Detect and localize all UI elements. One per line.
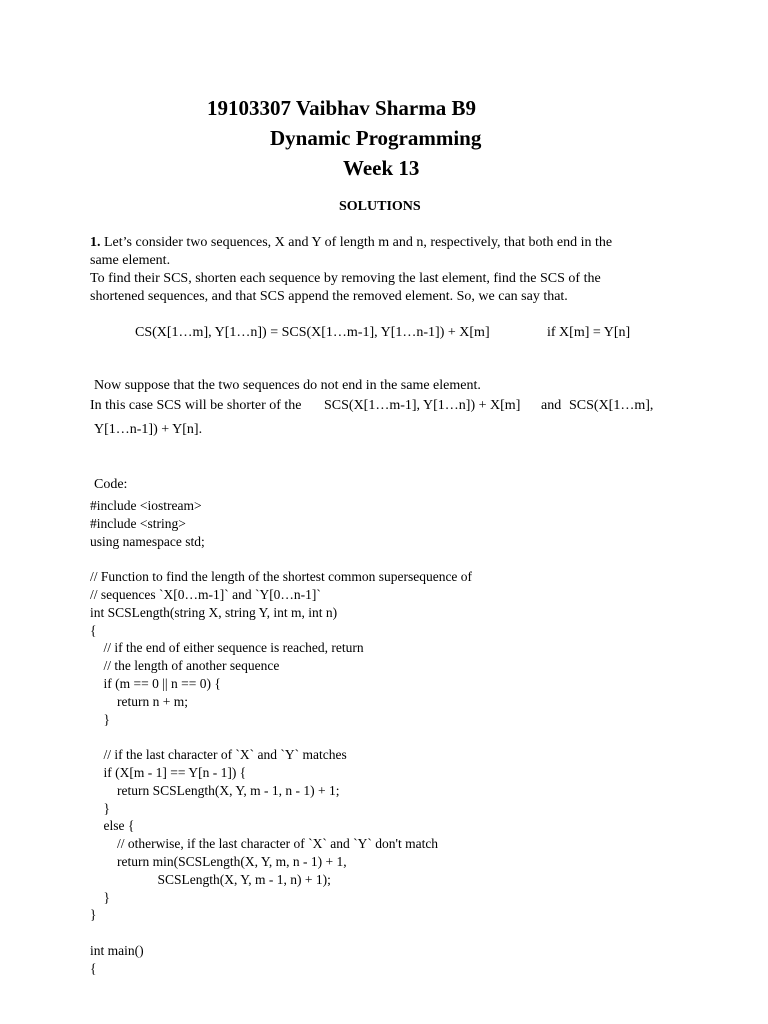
q1-line4: shortened sequences, and that SCS append the removed element. So, we can say that. xyxy=(90,289,568,304)
code-line: } xyxy=(90,711,110,727)
code-line: } xyxy=(90,907,97,923)
code-line: int main() xyxy=(90,942,144,958)
code-line: // otherwise, if the last character of `X` and `Y` don't match xyxy=(90,836,439,852)
code-line xyxy=(90,924,472,942)
code-line: return SCSLength(X, Y, m - 1, n - 1) + 1; xyxy=(90,782,340,798)
code-line xyxy=(90,550,472,568)
q1-line3: To find their SCS, shorten each sequence by removing the last element, find the SCS of the xyxy=(90,271,601,286)
q1-line1-text: Let’s consider two sequences, X and Y of length m and n, respectively, that both end in the xyxy=(100,235,613,250)
question-number: 1. xyxy=(90,235,101,250)
para2-line1: Now suppose that the two sequences do not end in the same element. xyxy=(94,378,481,393)
recurrence-condition: if X[m] = Y[n] xyxy=(547,325,631,340)
code-line: return n + m; xyxy=(90,693,188,709)
para2-and: and xyxy=(541,398,562,413)
para2-prefix: In this case SCS will be shorter of the xyxy=(90,398,302,413)
code-line: // Function to find the length of the shortest common supersequence of xyxy=(90,569,473,585)
code-line xyxy=(90,728,472,746)
code-line: if (m == 0 || n == 0) { xyxy=(90,675,221,691)
code-line: int SCSLength(string X, string Y, int m, int n) xyxy=(90,604,338,620)
code-line: return min(SCSLength(X, Y, m, n - 1) + 1, xyxy=(90,853,347,869)
q1-line2: same element. xyxy=(90,253,171,268)
code-line: else { xyxy=(90,818,135,834)
code-line: #include <iostream> xyxy=(90,498,202,513)
para2-line3: Y[1…n-1]) + Y[n]. xyxy=(94,422,203,437)
doc-title-line1: 19103307 Vaibhav Sharma B9 xyxy=(207,96,476,120)
para2-expr2-start: SCS(X[1…m], xyxy=(569,398,654,413)
code-line: // if the last character of `X` and `Y` matches xyxy=(90,747,347,763)
code-line: // sequences `X[0…m-1]` and `Y[0…n-1]` xyxy=(90,586,321,602)
code-line: { xyxy=(90,960,97,976)
code-block xyxy=(90,497,472,978)
doc-title-line3: Week 13 xyxy=(343,156,420,180)
para2-expr1: SCS(X[1…m-1], Y[1…n]) + X[m] xyxy=(324,398,521,413)
code-line: if (X[m - 1] == Y[n - 1]) { xyxy=(90,764,247,780)
code-line: } xyxy=(90,800,110,816)
code-line: } xyxy=(90,889,110,905)
code-line: using namespace std; xyxy=(90,533,205,549)
code-line: SCSLength(X, Y, m - 1, n) + 1); xyxy=(90,871,331,887)
solutions-heading: SOLUTIONS xyxy=(339,199,421,214)
code-label: Code: xyxy=(94,477,128,492)
q1-line1 xyxy=(90,234,612,252)
doc-title-line2: Dynamic Programming xyxy=(270,126,482,150)
code-line: // if the end of either sequence is reached, return xyxy=(90,640,364,656)
code-line: #include <string> xyxy=(90,515,186,531)
para2-line2 xyxy=(90,397,302,415)
recurrence-formula: CS(X[1…m], Y[1…n]) = SCS(X[1…m-1], Y[1…n-1]) + X[m] xyxy=(135,325,490,340)
code-line: { xyxy=(90,622,97,638)
code-line: // the length of another sequence xyxy=(90,658,280,674)
